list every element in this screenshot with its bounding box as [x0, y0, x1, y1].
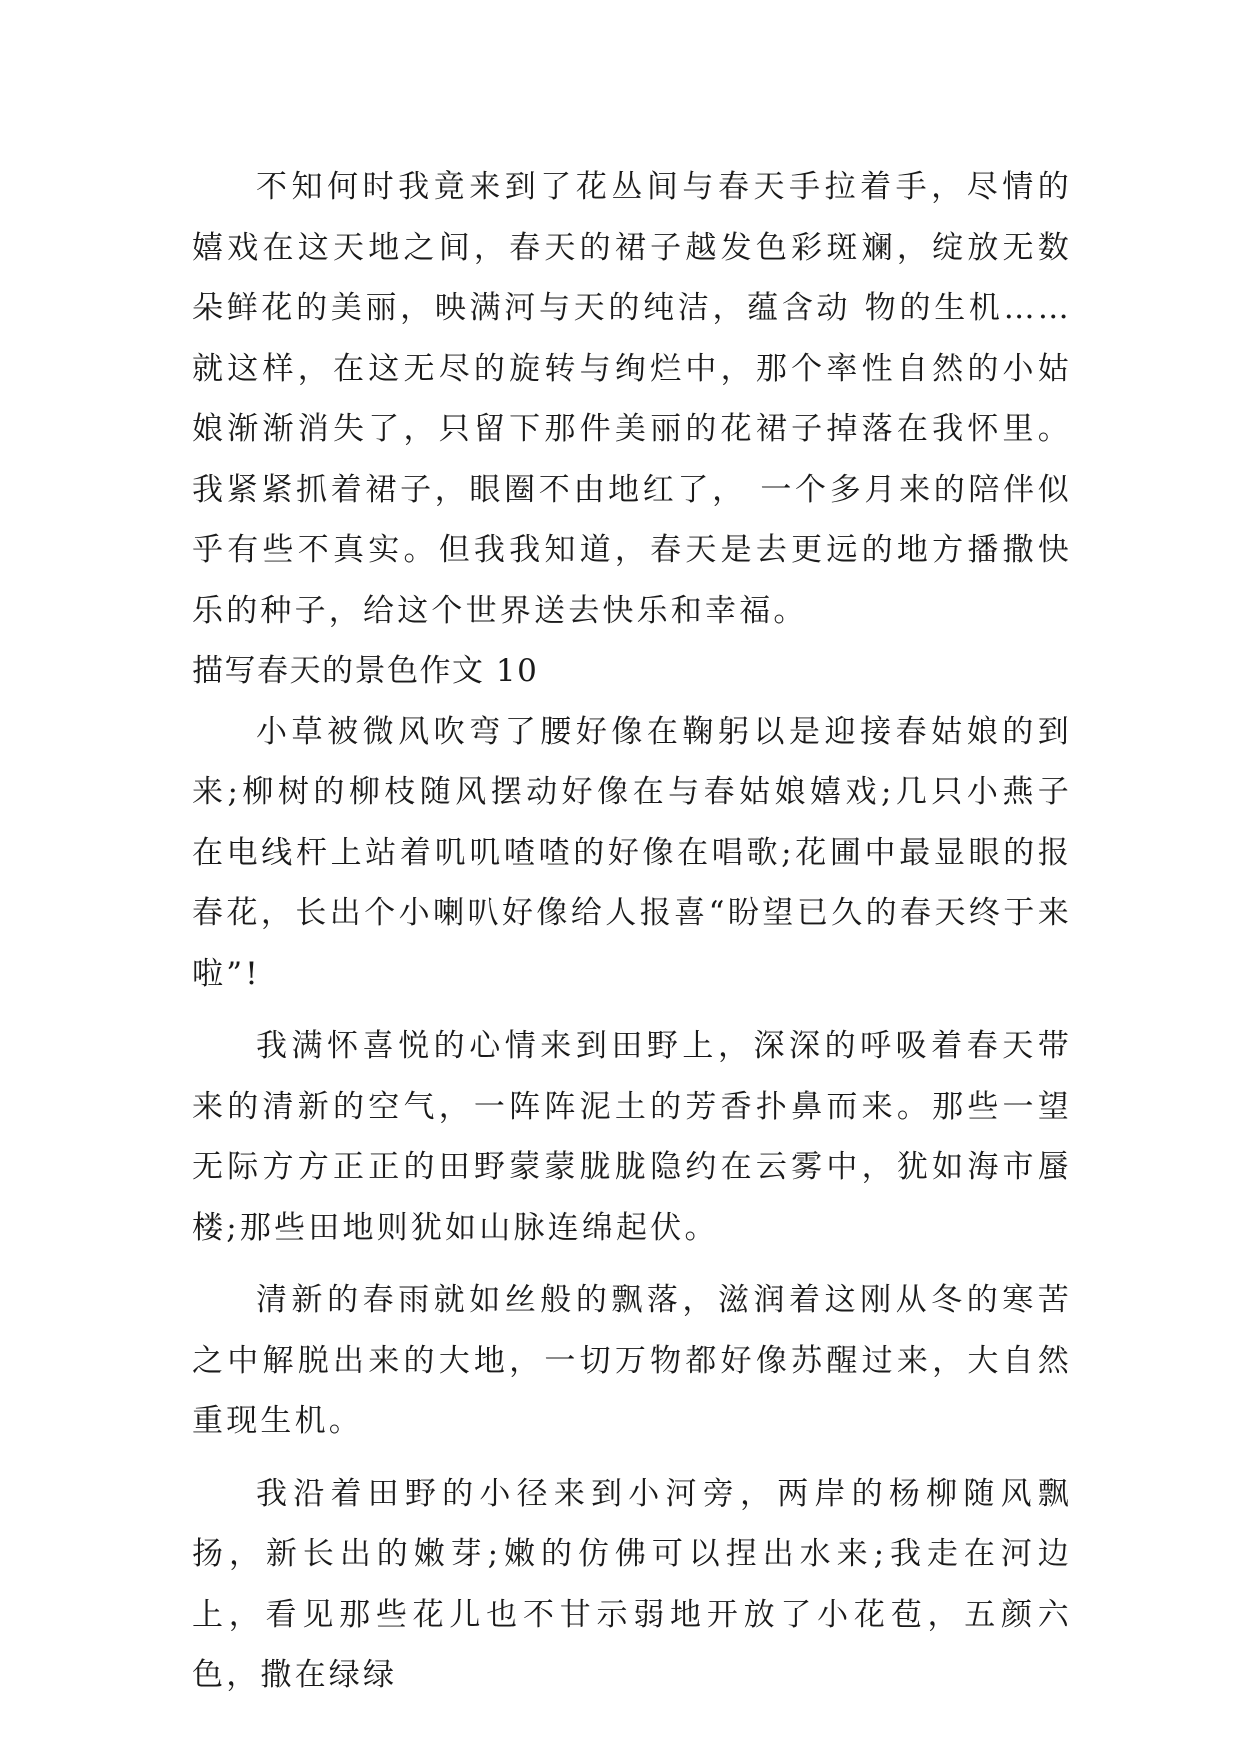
paragraph-4: 我沿着田野的小径来到小河旁，两岸的杨柳随风飘扬，新长出的嫩芽;嫩的仿佛可以捏出水来;我走在河边上，看见那些花儿也不甘示弱地开放了小花苞，五颜六色，撒在绿绿	[192, 1475, 1072, 1693]
paragraph-1: 小草被微风吹弯了腰好像在鞠躬以是迎接春姑娘的到来;柳树的柳枝随风摆动好像在与春姑娘嬉戏;几只小燕子在电线杆上站着叽叽喳喳的好像在唱歌;花圃中最显眼的报春花，长出个小喇叭好像给人报喜“盼望已久的春天终于来啦”!	[192, 713, 1072, 992]
paragraph-2: 我满怀喜悦的心情来到田野上，深深的呼吸着春天带来的清新的空气，一阵阵泥土的芳香扑鼻而来。那些一望无际方方正正的田野蒙蒙胧胧隐约在云雾中，犹如海市蜃楼;那些田地则犹如山脉连绵起伏。	[192, 1028, 1072, 1246]
paragraph-gap	[192, 1452, 1072, 1464]
paragraph-3: 清新的春雨就如丝般的飘落，滋润着这刚从冬的寒苦之中解脱出来的大地，一切万物都好像苏醒过来，大自然重现生机。	[192, 1282, 1072, 1439]
document-body	[192, 157, 1072, 1706]
paragraph-gap	[192, 1004, 1072, 1016]
paragraph-intro: 不知何时我竟来到了花丛间与春天手拉着手，尽情的嬉戏在这天地之间，春天的裙子越发色彩斑斓，绽放无数朵鲜花的美丽，映满河与天的纯洁，蕴含动 物的生机……就这样，在这无尽的旋转与绚烂中，那个率性自然的小姑娘渐渐消失了，只留下那件美丽的花裙子掉落在我怀里。我紧紧抓着裙子，眼圈不由地红了， 一个多月来的陪伴似乎有些不真实。但我我知道，春天是去更远的地方播撒快乐的种子，给这个世界送去快乐和幸福。	[192, 169, 1072, 629]
essay-heading: 描写春天的景色作文 10	[192, 653, 539, 689]
paragraph-gap	[192, 1258, 1072, 1270]
